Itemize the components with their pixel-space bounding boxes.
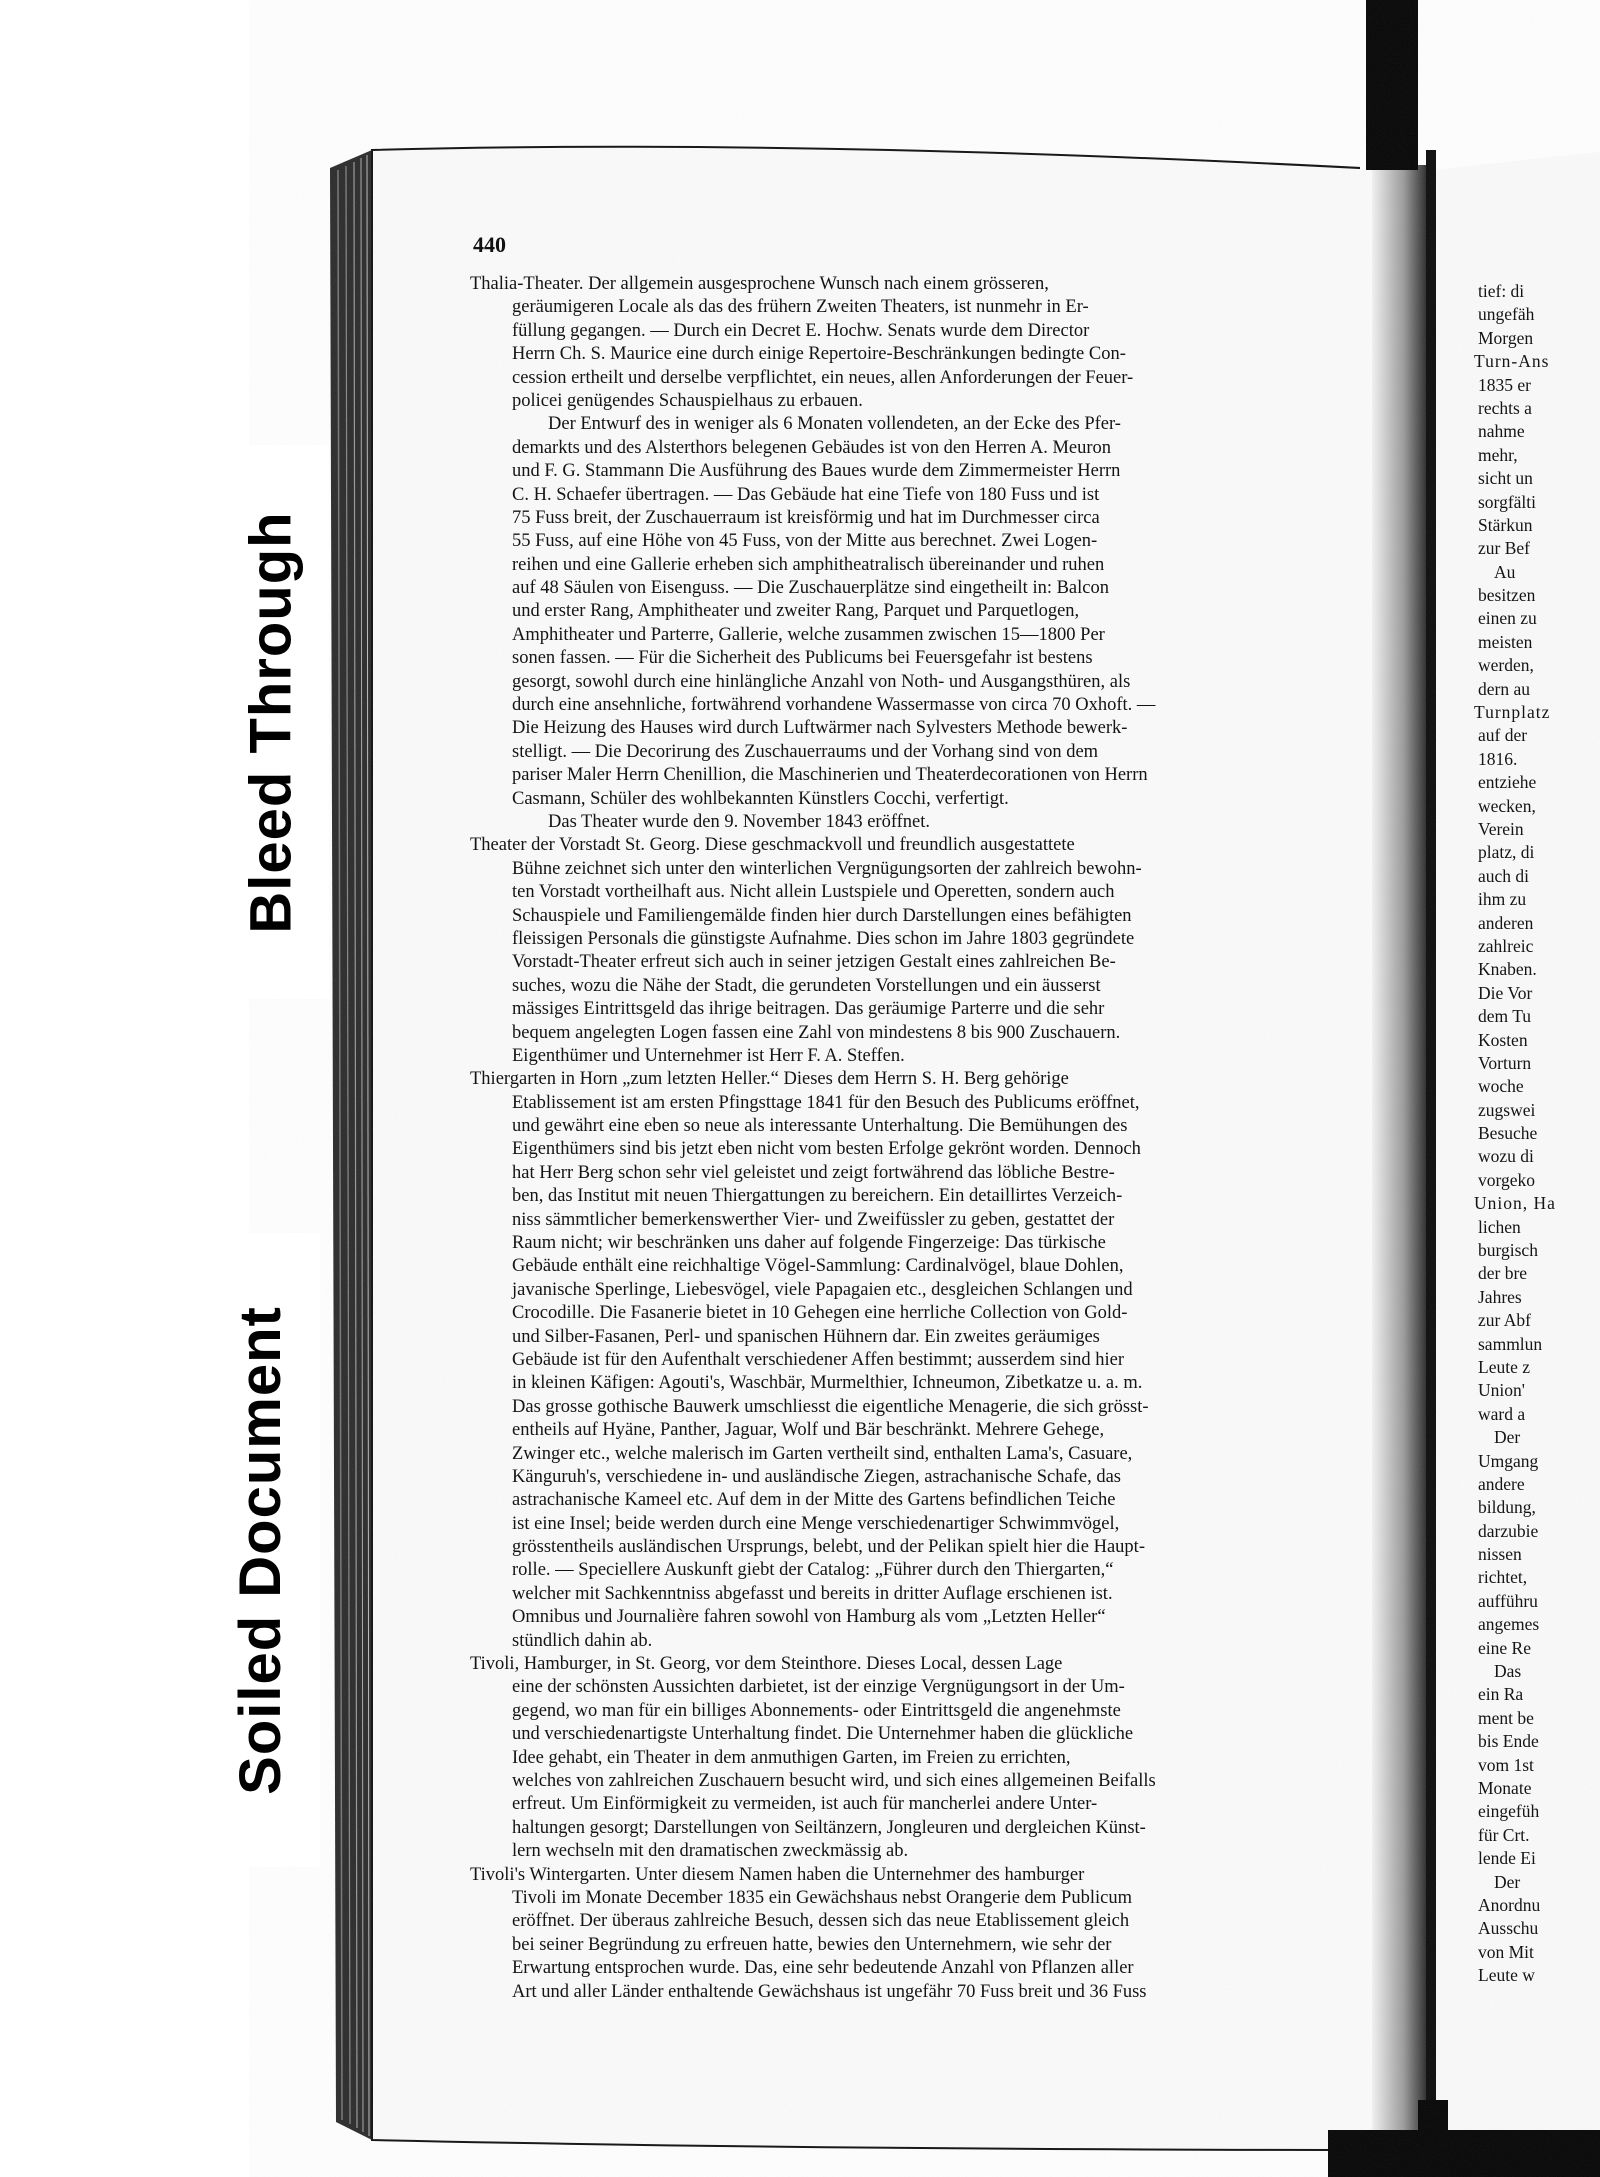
text-line: bei seiner Begründung zu erfreuen hatte, bewies den Unternehmern, wie sehr der <box>512 1934 1112 1955</box>
fragment-line: mehr, <box>1478 444 1518 465</box>
text-line: Bühne zeichnet sich unter den winterlichen Vergnügungsorten der zahlreich bewohn- <box>512 858 1142 879</box>
text-line: Zwinger etc., welche malerisch im Garten vertheilt sind, enthalten Lama's, Casuare, <box>512 1443 1133 1464</box>
fragment-line: Umgang <box>1478 1450 1539 1471</box>
text-line: 55 Fuss, auf eine Höhe von 45 Fuss, von der Mitte aus berechnet. Zwei Logen- <box>512 531 1098 552</box>
fragment-line: ein Ra <box>1478 1684 1524 1705</box>
right-page-text-fragment <box>1474 280 1600 1988</box>
fragment-line: anderen <box>1478 912 1534 933</box>
fragment-line: Die Vor <box>1478 982 1533 1003</box>
fragment-line: meisten <box>1478 631 1533 652</box>
fragment-line: Der <box>1494 1871 1521 1892</box>
fragment-line: angemes <box>1478 1614 1540 1635</box>
text-line: Tivoli im Monate December 1835 ein Gewächshaus nebst Orangerie dem Publicum <box>512 1887 1132 1908</box>
fragment-line: zur Bef <box>1478 538 1530 559</box>
text-line: haltungen gesorgt; Darstellungen von Seiltänzern, Jongleuren und dergleichen Künst- <box>512 1817 1146 1838</box>
text-line: grösstentheils ausländischen Ursprungs, belebt, und der Pelikan spielt hier die Haupt- <box>512 1537 1145 1558</box>
fragment-line: sicht un <box>1478 468 1533 489</box>
fragment-line: Vorturn <box>1478 1052 1532 1073</box>
fragment-line: sorgfälti <box>1478 491 1537 512</box>
fragment-line: zur Abf <box>1478 1310 1531 1331</box>
text-line: niss sämmtlicher bemerkenswerther Vier- und Zweifüssler zu geben, gestattet der <box>512 1209 1115 1230</box>
fragment-line: der bre <box>1478 1263 1528 1284</box>
text-line: C. H. Schaefer übertragen. — Das Gebäude hat eine Tiefe von 180 Fuss und ist <box>512 484 1100 505</box>
text-line: lern wechseln mit den dramatischen zweckmässig ab. <box>512 1841 909 1862</box>
text-line: ten Vorstadt vortheilhaft aus. Nicht allein Lustspiele und Operetten, sondern auch <box>512 882 1115 903</box>
fragment-line: zahlreic <box>1478 935 1534 956</box>
text-line: stündlich dahin ab. <box>512 1630 653 1651</box>
fragment-line: besitzen <box>1478 585 1536 606</box>
fragment-line: lichen <box>1478 1216 1521 1237</box>
text-line: astrachanische Kameel etc. Auf dem in der Mitte des Gartens befindlichen Teiche <box>512 1490 1116 1511</box>
fragment-line: 1835 er <box>1478 374 1531 395</box>
fragment-line: Verein <box>1478 818 1524 839</box>
text-line: ben, das Institut mit neuen Thiergattungen zu bereichern. Ein detaillirtes Verzeich- <box>512 1186 1123 1207</box>
fragment-line: ward a <box>1478 1403 1526 1424</box>
text-line: reihen und eine Gallerie erheben sich amphitheatralisch übereinander und ruhen <box>512 554 1105 575</box>
text-line: gesorgt, sowohl durch eine hinlängliche Anzahl von Noth- und Ausgangsthüren, als <box>512 671 1131 692</box>
soiled-document-label-box <box>200 1233 320 1867</box>
fragment-line: aufführu <box>1478 1590 1538 1611</box>
text-line: sonen fassen. — Für die Sicherheit des Publicums bei Feuersgefahr ist bestens <box>512 648 1093 669</box>
bleed-through-label-box <box>213 445 329 999</box>
text-line: erfreut. Um Einförmigkeit zu vermeiden, ist auch für mancherlei andere Unter- <box>512 1794 1098 1815</box>
fragment-line: Morgen <box>1478 327 1534 348</box>
page-edge-stack <box>330 150 372 2140</box>
text-line: Das grosse gothische Bauwerk umschliesst die eigentliche Menagerie, die sich grösst- <box>512 1396 1149 1417</box>
fragment-line: dern au <box>1478 678 1530 699</box>
text-line: Etablissement ist am ersten Pfingsttage 1841 für den Besuch des Publicums eröffnet, <box>512 1092 1140 1113</box>
fragment-heading-line: Union, Ha <box>1474 1193 1556 1214</box>
text-line: Casmann, Schüler des wohlbekannten Künstlers Cocchi, verfertigt. <box>512 788 1009 809</box>
entry-heading-line: Theater der Vorstadt St. Georg. Diese geschmackvoll und freundlich ausgestattete <box>470 835 1075 856</box>
fragment-line: andere <box>1478 1473 1525 1494</box>
text-line: bequem angelegten Logen fassen eine Zahl von mindestens 8 bis 900 Zuschauern. <box>512 1022 1121 1043</box>
fragment-heading-line: Turn-Ans <box>1474 351 1550 372</box>
text-line: Erwartung entsprochen wurde. Das, eine sehr bedeutende Anzahl von Pflanzen aller <box>512 1958 1134 1979</box>
text-line: Schauspiele und Familiengemälde finden hier durch Darstellungen eines befähigten <box>512 905 1132 926</box>
fragment-line: eingefüh <box>1478 1801 1540 1822</box>
fragment-line: nissen <box>1478 1544 1522 1565</box>
text-line: rolle. — Speciellere Auskunft giebt der Catalog: „Führer durch den Thiergarten,“ <box>512 1560 1114 1581</box>
text-line: pariser Maler Herrn Chenillion, die Maschinerien und Theaterdecorationen von Herrn <box>512 765 1148 786</box>
fragment-line: richtet, <box>1478 1567 1528 1588</box>
text-line: in kleinen Käfigen: Agouti's, Waschbär, Murmelthier, Ichneumon, Zibetkatze u. a. m. <box>512 1373 1143 1394</box>
fragment-line: wozu di <box>1478 1146 1534 1167</box>
text-line: ist eine Insel; beide werden durch eine Menge verschiedenartiger Schwimmvögel, <box>512 1513 1120 1534</box>
text-line: und gewährt eine eben so neue als interessante Unterhaltung. Die Bemühungen des <box>512 1116 1128 1137</box>
fragment-line: rechts a <box>1478 397 1532 418</box>
fragment-line: Besuche <box>1478 1123 1538 1144</box>
fragment-line: auf der <box>1478 725 1528 746</box>
text-line: Amphitheater und Parterre, Gallerie, welche zusammen zwischen 15—1800 Per <box>512 624 1105 645</box>
fragment-line: lende Ei <box>1478 1848 1536 1869</box>
text-line: cession ertheilt und derselbe verpflichtet, ein neues, allen Anforderungen der Feuer- <box>512 367 1134 388</box>
text-line: hat Herr Berg schon sehr viel geleistet und zeigt fortwährend das löbliche Bestre- <box>512 1162 1115 1183</box>
text-line: demarkts und des Alsterthors belegenen Gebäudes ist von den Herren A. Meuron <box>512 437 1112 458</box>
entry-heading-line: Thiergarten in Horn „zum letzten Heller.“ Dieses dem Herrn S. H. Berg gehörige <box>470 1069 1069 1090</box>
text-line: und F. G. Stammann Die Ausführung des Baues wurde dem Zimmermeister Herrn <box>512 461 1121 482</box>
text-line: welches von zahlreichen Zuschauern besucht wird, und sich eines allgemeinen Beifalls <box>512 1771 1156 1791</box>
fragment-line: Kosten <box>1478 1029 1528 1050</box>
text-line: javanische Sperlinge, Liebesvögel, viele Papagaien etc., desgleichen Schlangen und <box>512 1279 1133 1300</box>
text-line: Art und aller Länder enthaltende Gewächshaus ist ungefähr 70 Fuss breit und 36 Fuss <box>512 1981 1147 2002</box>
fragment-line: bis Ende <box>1478 1731 1539 1752</box>
text-line: welcher mit Sachkenntniss abgefasst und bereits in dritter Auflage erschienen ist. <box>512 1583 1113 1604</box>
page-number: 440 <box>473 232 506 257</box>
fragment-line: woche <box>1478 1076 1524 1097</box>
text-line: Gebäude ist für den Aufenthalt verschiedener Affen bestimmt; ausserdem sind hier <box>512 1349 1125 1370</box>
fragment-line: nahme <box>1478 421 1525 442</box>
text-line: mässiges Eintrittsgeld das ihrige beitragen. Das geräumige Parterre und die sehr <box>512 999 1105 1020</box>
text-line: eröffnet. Der überaus zahlreiche Besuch, dessen sich das neue Etablissement gleich <box>512 1911 1130 1932</box>
text-line: geräumigeren Locale als das des frühern Zweiten Theaters, ist nunmehr in Er- <box>512 297 1089 318</box>
fragment-line: einen zu <box>1478 608 1537 629</box>
entry-heading-line: Tivoli's Wintergarten. Unter diesem Namen haben die Unternehmer des hamburger <box>470 1864 1085 1885</box>
text-line: Gebäude enthält eine reichhaltige Vögel-Sammlung: Cardinalvögel, blaue Dohlen, <box>512 1256 1124 1277</box>
fragment-line: eine Re <box>1478 1637 1531 1658</box>
fragment-line: wecken, <box>1478 795 1536 816</box>
text-line: Känguruh's, verschiedene in- und ausländische Ziegen, astrachanische Schafe, das <box>512 1466 1121 1487</box>
text-line: stelligt. — Die Decorirung des Zuschauerraums und der Vorhang sind von dem <box>512 741 1099 762</box>
fragment-line: Monate <box>1478 1778 1532 1798</box>
fragment-line: Ausschu <box>1478 1918 1539 1939</box>
text-line: 75 Fuss breit, der Zuschauerraum ist kreisförmig und hat im Durchmesser circa <box>512 507 1100 528</box>
fragment-line: platz, di <box>1478 842 1535 863</box>
fragment-line: tief: di <box>1478 281 1525 301</box>
fragment-line: Das <box>1494 1661 1522 1682</box>
fragment-line: dem Tu <box>1478 1006 1532 1027</box>
main-text-column <box>470 273 1375 2004</box>
fragment-line: burgisch <box>1478 1240 1538 1261</box>
fragment-line: Anordnu <box>1478 1894 1541 1915</box>
text-line: Raum nicht; wir beschränken uns daher auf folgende Fingerzeige: Das türkische <box>512 1233 1106 1254</box>
text-line: suches, wozu die Nähe der Stadt, die gerundeten Vorstellungen und ein äusserst <box>512 975 1101 996</box>
text-line: Herrn Ch. S. Maurice eine durch einige Repertoire-Beschränkungen bedingte Con- <box>512 344 1126 365</box>
text-line: Idee gehabt, ein Theater in dem anmuthigen Garten, im Freien zu errichten, <box>512 1747 1071 1768</box>
soiled-document-label: Soiled Document <box>227 1305 293 1795</box>
text-line: policei genügendes Schauspielhaus zu erbauen. <box>512 390 863 411</box>
fragment-heading-line: Turnplatz <box>1474 702 1551 723</box>
fragment-line: ungefäh <box>1478 304 1535 325</box>
text-line: Die Heizung des Hauses wird durch Luftwärmer nach Sylvesters Methode bewerk- <box>512 718 1128 739</box>
fragment-line: zugswei <box>1478 1099 1536 1120</box>
text-line: und Silber-Fasanen, Perl- und spanischen Hühnern dar. Ein zweites geräumiges <box>512 1326 1100 1347</box>
fragment-line: von Mit <box>1478 1941 1534 1962</box>
fragment-line: für Crt. <box>1478 1824 1530 1845</box>
text-line: Eigenthümer und Unternehmer ist Herr F. A. Steffen. <box>512 1045 905 1066</box>
entry-heading-line: Tivoli, Hamburger, in St. Georg, vor dem Steinthore. Dieses Local, dessen Lage <box>470 1654 1063 1675</box>
fragment-line: Leute z <box>1478 1356 1530 1377</box>
text-line: Vorstadt-Theater erfreut sich auch in seiner jetzigen Gestalt eines zahlreichen Be- <box>512 952 1116 973</box>
fragment-line: vorgeko <box>1478 1169 1536 1190</box>
fragment-line: ment be <box>1478 1707 1534 1728</box>
text-line: und erster Rang, Amphitheater und zweiter Rang, Parquet und Parquetlogen, <box>512 601 1080 622</box>
fragment-line: Leute w <box>1478 1965 1535 1986</box>
fragment-line: Knaben. <box>1478 959 1537 980</box>
text-line: entheils auf Hyäne, Panther, Jaguar, Wolf und Bär beschränkt. Mehrere Gehege, <box>512 1420 1105 1441</box>
text-line: Das Theater wurde den 9. November 1843 eröffnet. <box>548 811 931 832</box>
fragment-line: auch di <box>1478 865 1530 886</box>
fragment-line: darzubie <box>1478 1520 1539 1541</box>
text-line: und verschiedenartigste Unterhaltung findet. Die Unternehmer haben die glückliche <box>512 1724 1134 1745</box>
fragment-line: sammlun <box>1478 1333 1543 1354</box>
fragment-line: vom 1st <box>1478 1754 1534 1775</box>
text-line: Der Entwurf des in weniger als 6 Monaten vollendeten, an der Ecke des Pfer- <box>548 414 1121 435</box>
text-line: Omnibus und Journalière fahren sowohl von Hamburg als vom „Letzten Heller“ <box>512 1607 1106 1628</box>
fragment-line: Stärkun <box>1478 514 1533 535</box>
text-line: Crocodille. Die Fasanerie bietet in 10 Gehegen eine herrliche Collection von Gold- <box>512 1303 1128 1324</box>
text-line: durch eine ansehnliche, fortwährend vorhandene Wassermasse von circa 70 Oxhoft. — <box>512 695 1156 716</box>
text-line: Eigenthümers sind bis jetzt eben nicht vom besten Erfolge gekrönt worden. Dennoch <box>512 1139 1141 1160</box>
fragment-line: ihm zu <box>1478 889 1527 910</box>
fragment-line: Union' <box>1478 1380 1525 1401</box>
fragment-line: werden, <box>1478 655 1534 676</box>
fragment-line: Der <box>1494 1427 1521 1448</box>
fragment-line: bildung, <box>1478 1497 1536 1518</box>
text-line: gegend, wo man für ein billiges Abonnements- oder Eintrittsgeld die angenehmste <box>512 1700 1121 1721</box>
fragment-line: Jahres <box>1478 1286 1522 1307</box>
text-line: füllung gegangen. — Durch ein Decret E. Hochw. Senats wurde dem Director <box>512 320 1090 341</box>
entry-heading-line: Thalia-Theater. Der allgemein ausgesprochene Wunsch nach einem grösseren, <box>470 274 1049 294</box>
text-line: fleissigen Personals die günstigste Aufnahme. Dies schon im Jahre 1803 gegründete <box>512 928 1135 949</box>
text-line: auf 48 Säulen von Eisenguss. — Die Zuschauerplätze sind eingetheilt in: Balcon <box>512 578 1109 599</box>
fragment-line: 1816. <box>1478 748 1518 769</box>
fragment-line: entziehe <box>1478 772 1537 793</box>
text-line: eine der schönsten Aussichten darbietet, ist der einzige Vergnügungsort in der Um- <box>512 1677 1125 1698</box>
bleed-through-label: Bleed Through <box>238 510 304 934</box>
fragment-line: Au <box>1494 561 1516 582</box>
